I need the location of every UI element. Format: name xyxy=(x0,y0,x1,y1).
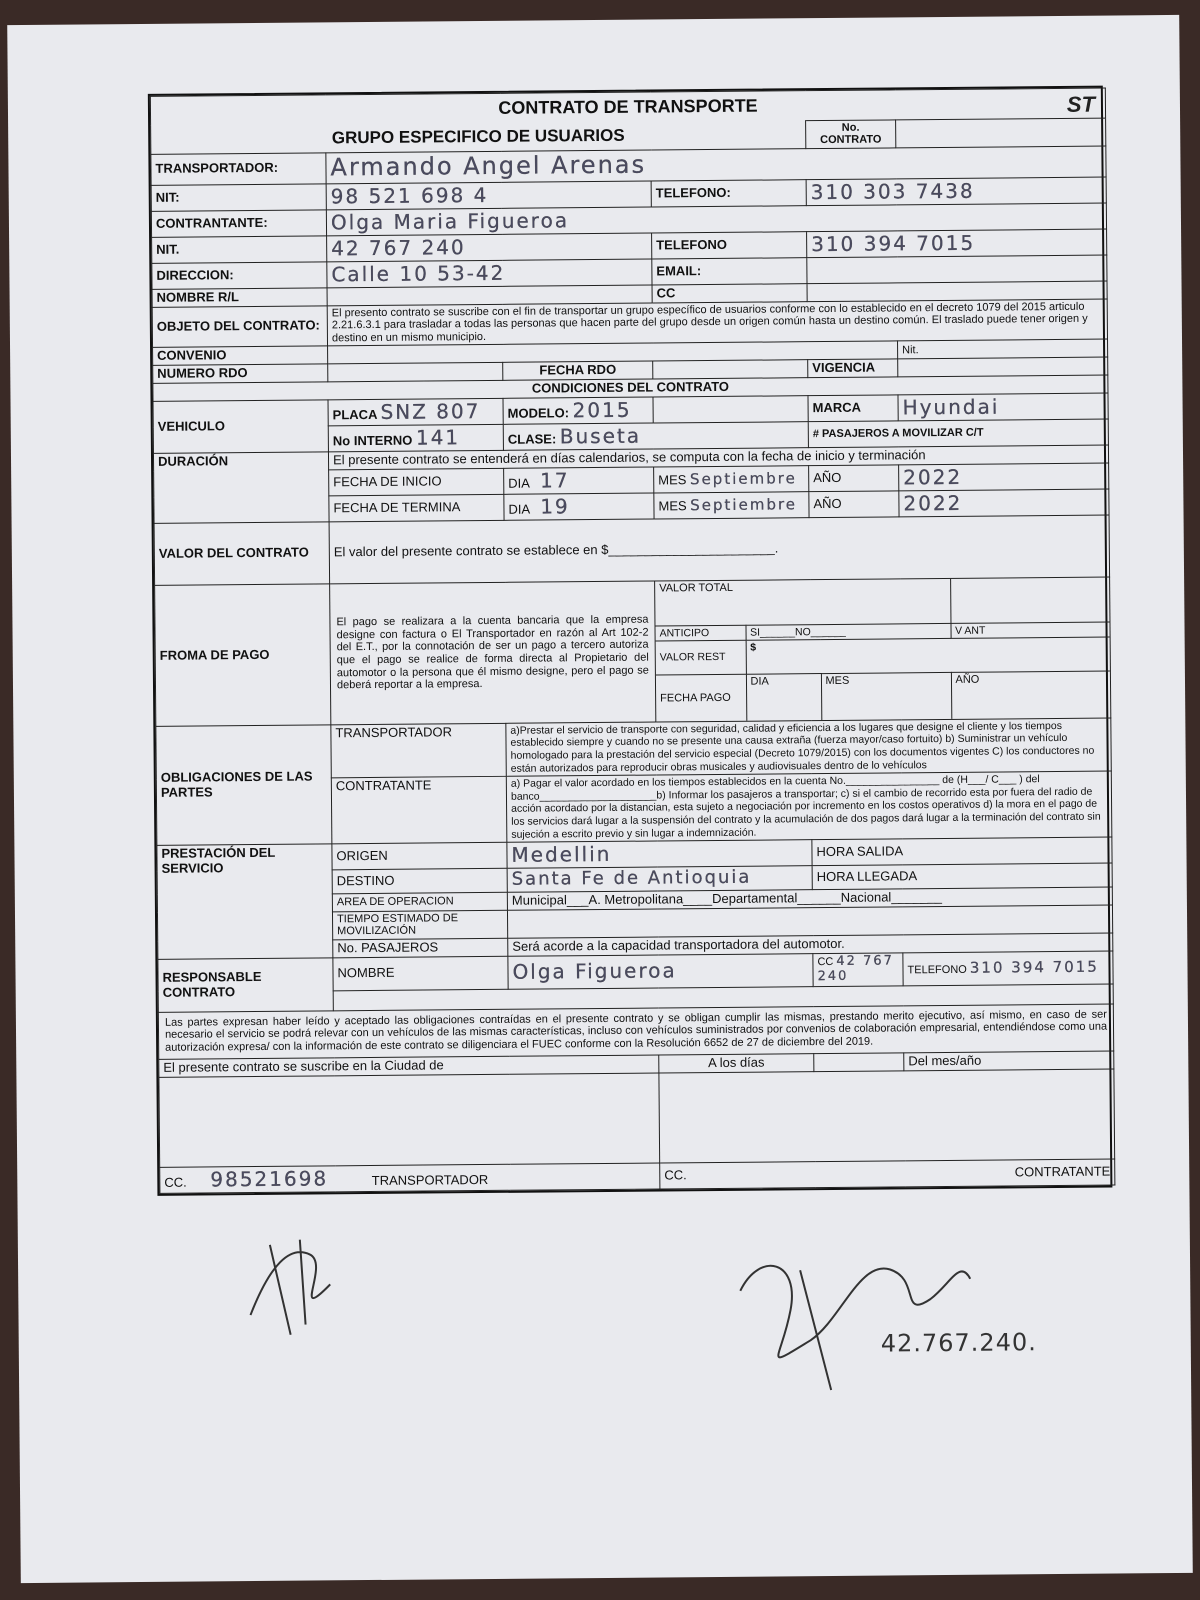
telefono2-value: 310 394 7015 xyxy=(807,229,1107,258)
nit2-label: NIT. xyxy=(152,235,327,263)
nombre-value: Olga Figueroa xyxy=(508,954,813,990)
nombre-label: NOMBRE xyxy=(333,956,508,990)
valor-text: El valor del presente contrato se establece en $_______________________. xyxy=(329,515,1110,584)
contratante-signature xyxy=(720,1229,981,1401)
transportador-label: TRANSPORTADOR: xyxy=(151,153,326,185)
numero-rdo-label: NUMERO RDO xyxy=(153,364,328,383)
condiciones-heading: CONDICIONES DEL CONTRATO xyxy=(153,375,1108,401)
signature-area-transportador xyxy=(159,1073,660,1167)
obligaciones-label: OBLIGACIONES DE LAS PARTES xyxy=(156,725,332,846)
modelo-label: MODELO: xyxy=(507,405,570,422)
fecha-rdo-label: FECHA RDO xyxy=(503,361,653,380)
ciudad-label: El presente contrato se suscribe en la Ciudad de xyxy=(159,1055,659,1077)
modelo-cell xyxy=(503,397,653,424)
dias-label: A los días xyxy=(659,1053,814,1072)
no-contrato-value xyxy=(896,118,1106,148)
clase-value: Buseta xyxy=(559,423,642,449)
vehiculo-label: VEHICULO xyxy=(153,400,328,454)
transportador-signature-line xyxy=(160,1163,660,1193)
contract-title: CONTRATO DE TRANSPORTE xyxy=(150,88,1105,126)
obligaciones-contratante-label: CONTRATANTE xyxy=(331,776,507,843)
area-options: Municipal___A. Metropolitana____Departamental______Nacional_______ xyxy=(507,887,1112,910)
placa-label: PLACA xyxy=(332,407,377,423)
fecha-pago-ano: AÑO xyxy=(951,671,1110,718)
valor-rest-dollar: $ xyxy=(746,637,1110,674)
contract-subtitle: GRUPO ESPECIFICO DE USUARIOS xyxy=(151,120,806,154)
vigencia-value xyxy=(898,357,1108,377)
destino-label: DESTINO xyxy=(332,868,507,893)
inicio-ano-value: 2022 xyxy=(899,463,1109,491)
termina-mes-cell xyxy=(654,492,809,519)
nit2-value: 42 767 240 xyxy=(327,233,652,262)
v-ant-label: V ANT xyxy=(950,622,1109,639)
modelo-extra xyxy=(653,396,808,423)
objeto-text: El presento contrato se suscribe con el fin de transportar un grupo específico de usuarios conforme con lo establecido en el decreto 1079 del 2015 articulo 2.21.6.3.1 para trasladar a todas las personas que hacen parte del grupo desde un origen común hasta un destino común. El traslado puede tener origen y destino en un mismo municipio. xyxy=(327,299,1107,347)
termina-mes-label: MES xyxy=(658,498,687,514)
obligaciones-transportador-label: TRANSPORTADOR xyxy=(331,723,506,778)
contratante-sig-label: CONTRATANTE xyxy=(1014,1163,1111,1180)
company-logo: ST xyxy=(1066,91,1096,117)
fecha-rdo-value xyxy=(653,360,808,379)
interno-cell xyxy=(328,425,503,453)
valor-total-label: VALOR TOTAL xyxy=(655,579,950,626)
resp-tel-value: 310 394 7015 xyxy=(969,957,1099,978)
pasajeros-text: Será acorde a la capacidad transportadora del automotor. xyxy=(508,933,1113,956)
numero-rdo-value xyxy=(328,363,503,382)
resp-cc-cell xyxy=(813,953,903,987)
tiempo-label: TIEMPO ESTIMADO DE MOVILIZACIÓN xyxy=(332,910,507,940)
inicio-mes-label: MES xyxy=(658,472,687,488)
resp-tel-cell xyxy=(903,951,1113,986)
termina-dia-value: 19 xyxy=(540,494,570,519)
contratante-label: CONTRANTANTE: xyxy=(151,209,326,237)
objeto-label: OBJETO DEL CONTRATO: xyxy=(152,305,327,347)
pasajeros-movilizar-label: # PASAJEROS A MOVILIZAR C/T xyxy=(808,419,1108,448)
origen-value: Medellin xyxy=(507,840,812,869)
transportador-cc-value: 98521698 xyxy=(210,1166,329,1192)
duracion-text: El presente contrato se entenderá en días calendarios, se computa con la fecha de inicio y terminación xyxy=(328,445,1108,470)
valor-rest-label: VALOR REST xyxy=(656,640,746,675)
telefono-value: 310 303 7438 xyxy=(806,177,1106,206)
modelo-value: 2015 xyxy=(572,397,632,423)
interno-value: 141 xyxy=(415,425,461,450)
telefono2-label: TELEFONO xyxy=(652,231,807,258)
resp-cc-value: 42 767 240 xyxy=(817,953,894,984)
nit-label: NIT: xyxy=(151,183,326,211)
marca-value: Hyundai xyxy=(898,393,1108,421)
pasajeros-label: No. PASAJEROS xyxy=(333,938,508,957)
direccion-label: DIRECCION: xyxy=(152,261,327,289)
nit-value: 98 521 698 4 xyxy=(326,181,651,210)
inicio-dia-cell xyxy=(504,467,654,494)
responsable-label: RESPONSABLE CONTRATO xyxy=(158,958,333,1012)
sig-cc-label-1: CC. xyxy=(164,1174,187,1190)
fecha-pago-dia: DIA xyxy=(746,674,821,721)
transportador-value: Armando Angel Arenas xyxy=(326,146,1106,183)
resp-tel-label: TELEFONO xyxy=(907,964,967,977)
inicio-mes-value: Septiembre xyxy=(689,469,797,489)
contract-form xyxy=(148,86,1113,1358)
pago-text: El pago se realizara a la cuenta bancaria que la empresa designe con factura o El Transportador en razón al Art 102-2 del E.T., por la connotación de ser un pago a tercero autoriza que el pago se realice de forma directa al Propietario del automotor o la persona que él mismo designe, pero el pago se deberá reportar a la empresa. xyxy=(330,581,656,724)
direccion-value: Calle 10 53-42 xyxy=(327,259,652,288)
contratante-signature-line xyxy=(660,1159,1115,1189)
cc-label: CC xyxy=(652,283,807,302)
signature-area-contratante xyxy=(659,1069,1115,1163)
fecha-pago-label: FECHA PAGO xyxy=(656,674,746,721)
contratante-value: Olga Maria Figueroa xyxy=(326,203,1106,236)
no-contrato-label: No. CONTRATO xyxy=(806,120,896,149)
sig-cc-label-2: CC. xyxy=(664,1166,687,1183)
placa-value: SNZ 807 xyxy=(380,399,481,425)
clase-cell xyxy=(503,422,808,451)
objeto-nit-label: Nit. xyxy=(898,339,1108,359)
placa-cell xyxy=(328,399,503,427)
obligaciones-contratante-text: a) Pagar el valor acordado en los tiempos establecidos en la cuenta No.________________ de (H___/ C___ ) del banco____________________b) Informar los pasajeros a transportar; c) si el cambio de recorrido esta por fuera del radio de acción acordado por la distancian, esta sujeto a negociación por incremento en los costos operativos d) la mora en el pago de los servicios dará lugar a la suspensión del contrato y la acumulación de dos pagos dará lugar a la terminación del contrato sin sujeción a escrito previo y sin lugar a indemnización. xyxy=(506,771,1112,842)
inicio-label: FECHA DE INICIO xyxy=(329,469,504,497)
email-value xyxy=(807,255,1107,284)
termina-dia-cell xyxy=(504,493,654,520)
nombre-rl-label: NOMBRE R/L xyxy=(152,287,327,306)
obligaciones-transportador-text: a)Prestar el servicio de transporte con seguridad, calidad y eficiencia a los lugares que designe el cliente y los tiempos establecido siempre y cuando no se presente una causa extraña (fuerza mayor/caso fortuito) b) Suministrar un vehículo homologado para la prestación del servicio especial (Decreto 1079/2015) con los documentos vigentes C) los conductores no están autorizados para reproducir obras musicales y audiovisuales dentro de lo vehículos xyxy=(506,718,1111,777)
origen-label: ORIGEN xyxy=(332,842,507,870)
anticipo-label: ANTICIPO xyxy=(655,625,745,641)
destino-value: Santa Fe de Antioquia xyxy=(507,866,812,892)
inicio-mes-cell xyxy=(654,466,809,493)
marca-label: MARCA xyxy=(808,395,898,422)
inicio-dia-label: DIA xyxy=(508,475,530,491)
termina-mes-value: Septiembre xyxy=(690,495,798,515)
termina-dia-label: DIA xyxy=(508,501,530,517)
valor-label: VALOR DEL CONTRATO xyxy=(154,522,330,586)
vigencia-label: VIGENCIA xyxy=(808,359,898,378)
hora-llegada-label: HORA LLEGADA xyxy=(812,863,1112,889)
valor-total-value xyxy=(950,578,1109,623)
interno-label: No INTERNO xyxy=(332,432,413,449)
dias-value xyxy=(814,1053,904,1072)
fecha-pago-mes: MES xyxy=(821,673,951,720)
resp-cc-label: CC xyxy=(817,955,834,969)
inicio-dia-value: 17 xyxy=(539,468,570,493)
duracion-label: DURACIÓN xyxy=(153,452,329,523)
convenio-label: CONVENIO xyxy=(153,346,328,365)
closing-text: Las partes expresan haber leído y aceptado las obligaciones contraídas en el presente contrato y se obligan cumplir las mismas, prestando merito ejecutivo, así mismo, en caso de ser necesario el servicio se podrá relevar con un vehículos de las mismas características, incluso con vehículos suministrados por convenios de colaboración empresarial, entendiéndose como una autorización expresa/ con la información de este contrato se diligenciara el FUEC conforme con la Resolución 6652 de 27 de diciembre del 2019. xyxy=(158,1004,1113,1059)
email-label: EMAIL: xyxy=(652,257,807,284)
area-label: AREA DE OPERACION xyxy=(332,892,507,911)
telefono-label: TELEFONO: xyxy=(651,179,806,206)
transportador-signature xyxy=(230,1224,371,1345)
pago-detail xyxy=(655,577,1111,722)
termina-ano-label: AÑO xyxy=(809,491,899,518)
clase-label: CLASE: xyxy=(507,431,557,448)
anticipo-si-no: SI______NO______ xyxy=(745,623,950,640)
inicio-ano-label: AÑO xyxy=(809,465,899,492)
transportador-sig-label: TRANSPORTADOR xyxy=(371,1171,489,1188)
termina-label: FECHA DE TERMINA xyxy=(329,494,504,522)
hora-salida-label: HORA SALIDA xyxy=(812,837,1112,866)
termina-ano-value: 2022 xyxy=(899,489,1109,517)
contratante-cc-handwritten: 42.767.240. xyxy=(880,1328,1037,1358)
document-page xyxy=(7,15,1193,1583)
pago-label: FROMA DE PAGO xyxy=(155,584,331,726)
prestacion-label: PRESTACIÓN DEL SERVICIO xyxy=(157,844,333,959)
mes-ano-label: Del mes/año xyxy=(904,1051,1114,1071)
